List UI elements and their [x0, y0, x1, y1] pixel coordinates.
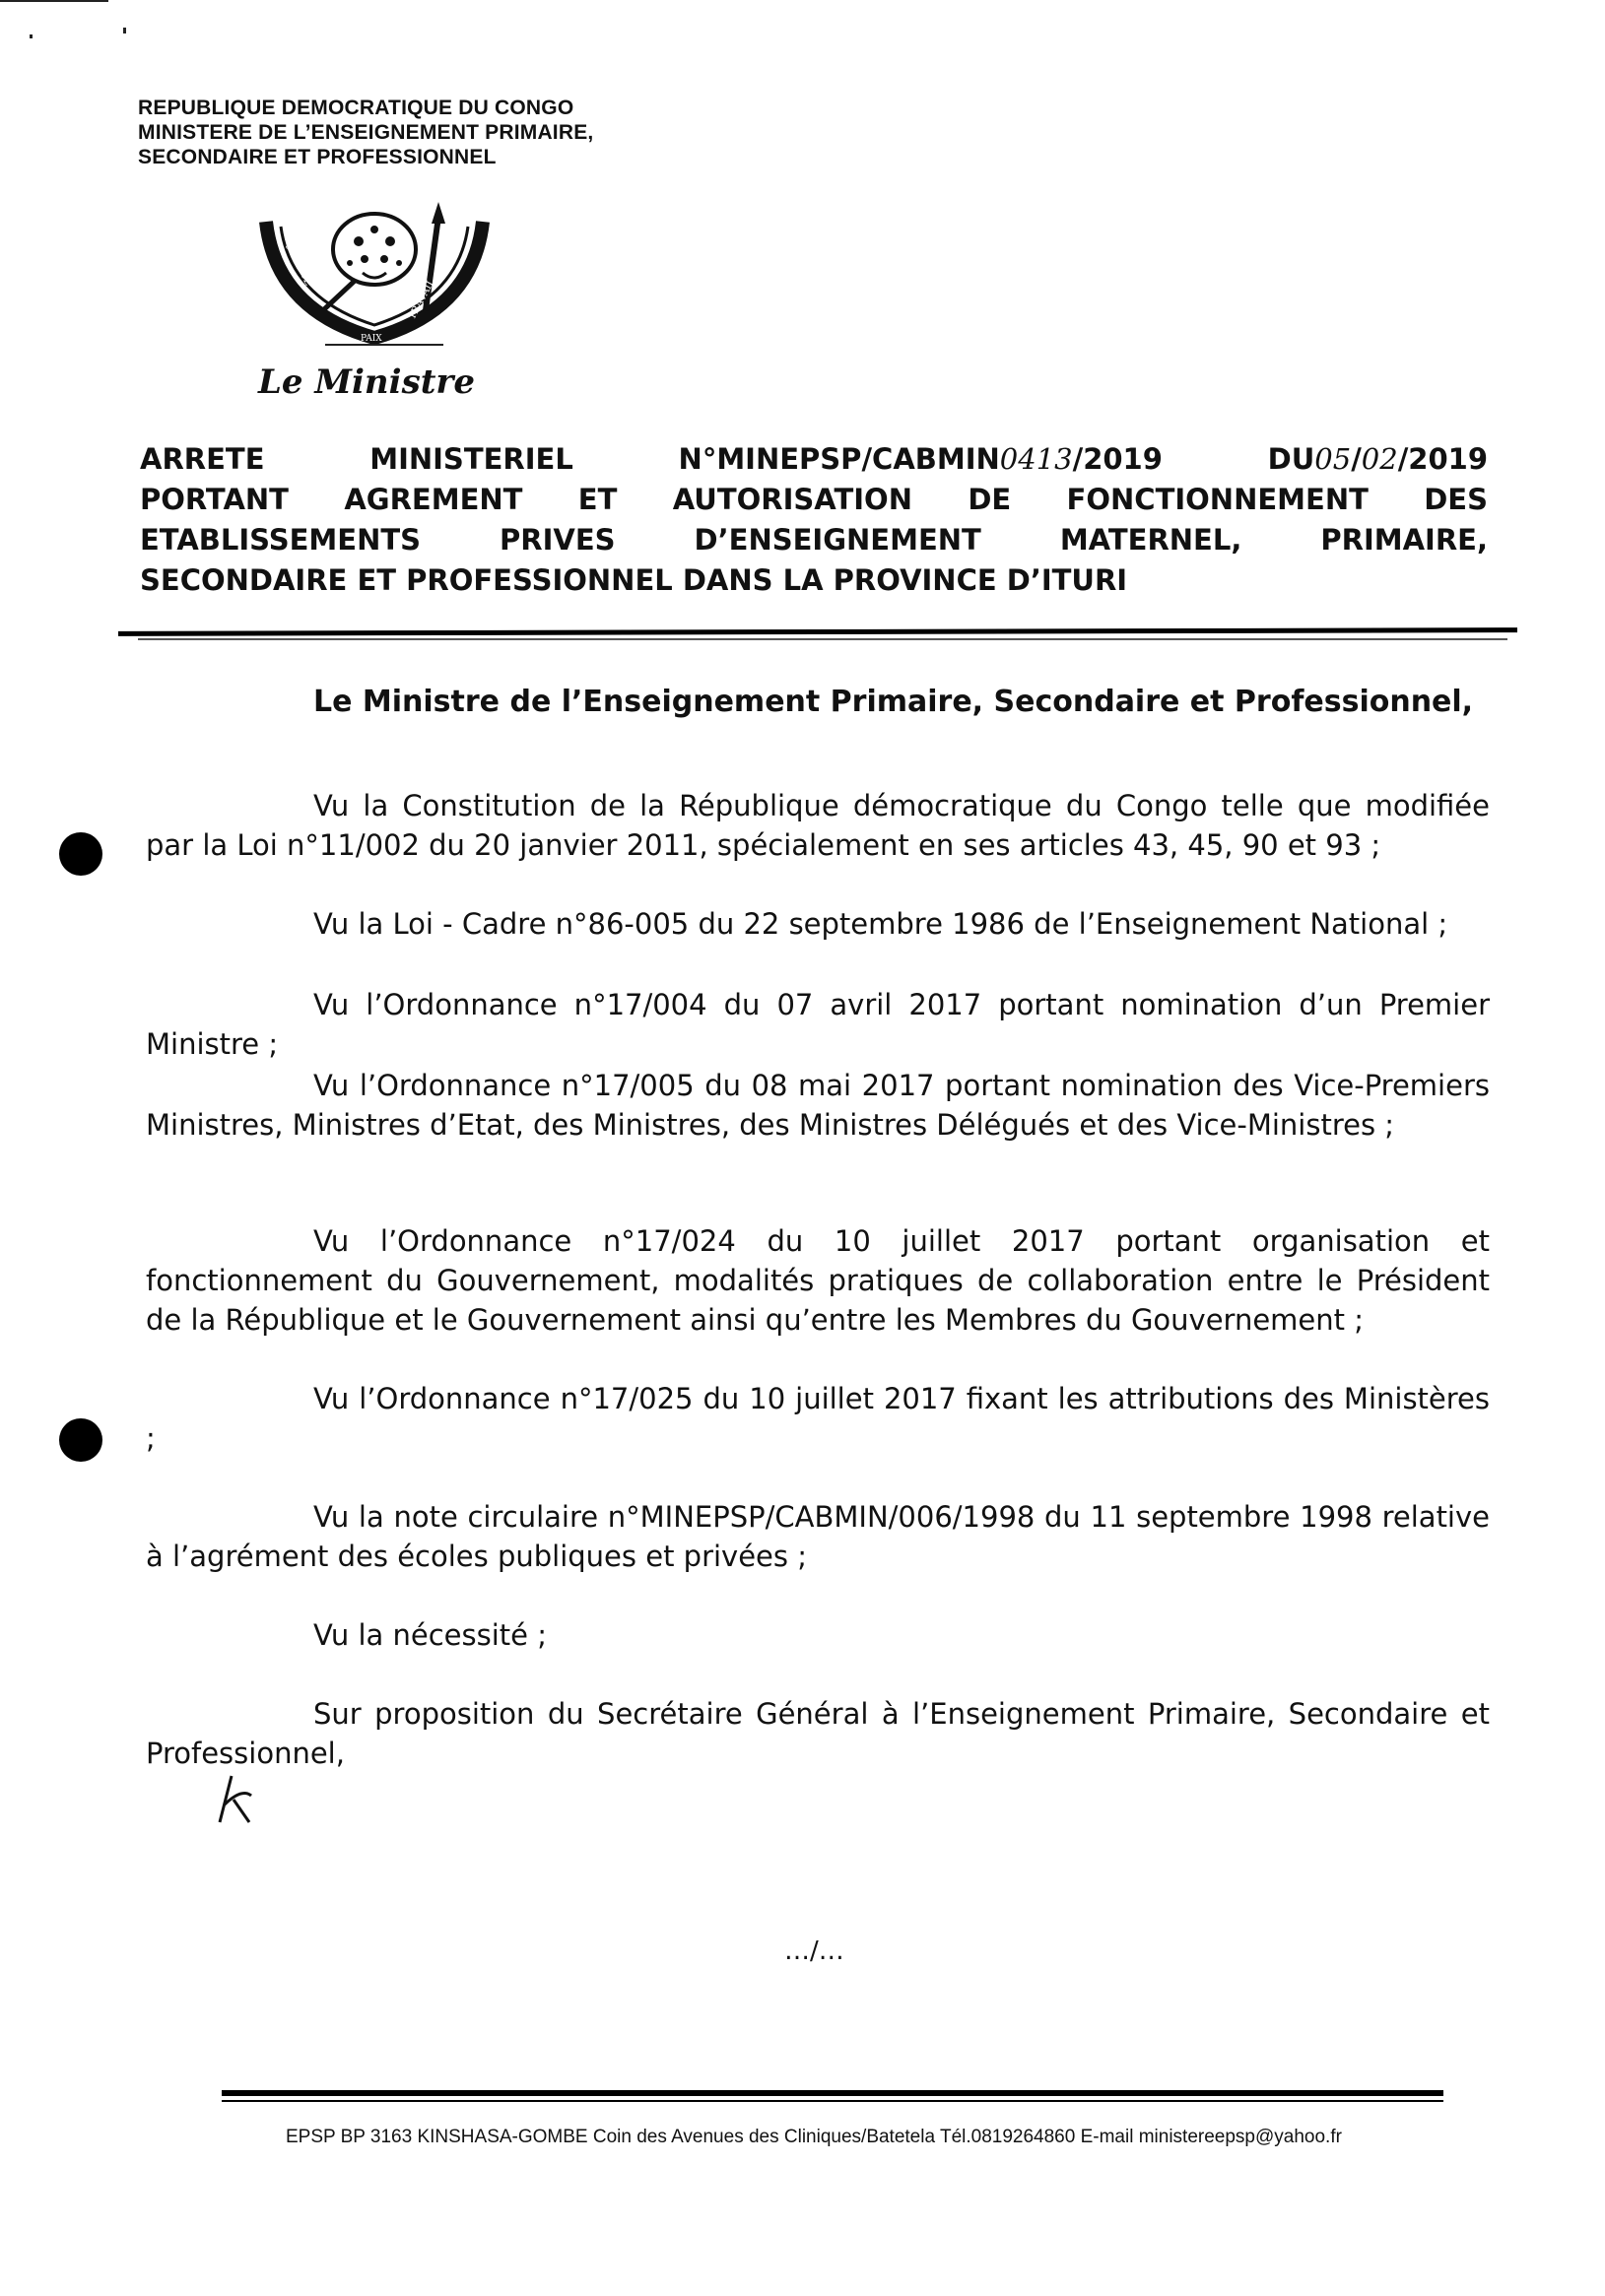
title-divider-shadow: [138, 638, 1507, 640]
decree-line-3: ETABLISSEMENTS PRIVES D’ENSEIGNEMENT MATERNEL, PRIMAIRE,: [140, 523, 1488, 557]
paragraph-constitution: [146, 786, 1490, 865]
paragraph-text: Vu l’Ordonnance n°17/005 du 08 mai 2017 portant nomination des Vice-Premiers Ministres, Ministres d’Etat, des Ministres, des Ministres Délégués et des Vice-Ministres ;: [146, 1069, 1490, 1142]
scan-artifact-line: [0, 0, 108, 2]
paragraph-proposition: [146, 1694, 1490, 1773]
motto-justice: JUSTICE: [285, 242, 314, 288]
scan-artifact-dot: [30, 34, 33, 38]
paragraph-ordonnance-004: [146, 985, 1490, 1064]
header-country: REPUBLIQUE DEMOCRATIQUE DU CONGO: [138, 97, 574, 119]
paragraph-text: Vu la note circulaire n°MINEPSP/CABMIN/006/1998 du 11 septembre 1998 relative à l’agrément des écoles publiques et privées ;: [146, 1500, 1490, 1573]
paragraph-ordonnance-025: [146, 1379, 1490, 1458]
decree-line-4: SECONDAIRE ET PROFESSIONNEL DANS LA PROVINCE D’ITURI: [140, 563, 1128, 597]
motto-paix: PAIX: [361, 334, 382, 344]
paragraph-ordonnance-024: [146, 1221, 1490, 1340]
decree-title: [140, 439, 1488, 601]
header-ministry-cont: SECONDAIRE ET PROFESSIONNEL: [138, 146, 497, 168]
decree-month-handwritten: 02: [1361, 442, 1398, 476]
footer-contact: EPSP BP 3163 KINSHASA-GOMBE Coin des Avenues des Cliniques/Batetela Tél.0819264860 E-mail ministereepsp@yahoo.fr: [286, 2127, 1342, 2147]
scan-artifact-dot: [123, 28, 126, 33]
decree-date-year: /2019: [1397, 442, 1488, 476]
punch-hole: [59, 1418, 102, 1462]
motto-travail: TRAVAIL: [406, 277, 437, 322]
title-divider: [118, 627, 1517, 636]
minister-label: Le Ministre: [258, 362, 475, 402]
paragraph-necessite: [146, 1615, 1490, 1655]
footer-rule-thin: [222, 2100, 1443, 2102]
decree-year: /2019: [1072, 442, 1163, 476]
paragraph-loi-cadre: [146, 904, 1490, 944]
decree-number-handwritten: 0413: [999, 442, 1073, 476]
paragraph-text: Vu l’Ordonnance n°17/024 du 10 juillet 2017 portant organisation et fonctionnement du Gouvernement, modalités pratiques de collaboration entre le Président de la République et le Gouvernement ainsi qu’entre les Membres du Gouvernement ;: [146, 1224, 1490, 1337]
decree-line-2: PORTANT AGREMENT ET AUTORISATION DE FONCTIONNEMENT DES: [140, 483, 1488, 516]
footer-rule-thick: [222, 2090, 1443, 2096]
paragraph-text: Vu la nécessité ;: [313, 1618, 547, 1652]
header-ministry: MINISTERE DE L’ENSEIGNEMENT PRIMAIRE,: [138, 121, 594, 144]
continued-marker: …/…: [784, 1936, 844, 1966]
emblem-underline: [325, 344, 443, 346]
paragraph-text: Vu l’Ordonnance n°17/025 du 10 juillet 2017 fixant les attributions des Ministères ;: [146, 1382, 1490, 1455]
coat-of-arms-emblem: [256, 202, 493, 350]
paragraph-text: Vu la Loi - Cadre n°86-005 du 22 septembre 1986 de l’Enseignement National ;: [313, 907, 1448, 941]
initials-mark: [212, 1768, 261, 1827]
paragraph-ordonnance-005: [146, 1066, 1490, 1145]
decree-line-1: ARRETE MINISTERIEL N°MINEPSP/CABMIN0413/2019 DU05/02/2019: [140, 442, 1488, 476]
decree-du: DU: [1267, 442, 1315, 476]
paragraph-text: Vu la Constitution de la République démocratique du Congo telle que modifiée par la Loi n°11/002 du 20 janvier 2011, spécialement en ses articles 43, 45, 90 et 93 ;: [146, 789, 1490, 862]
paragraph-note-circulaire: [146, 1497, 1490, 1576]
punch-hole: [59, 832, 102, 876]
decree-prefix: ARRETE MINISTERIEL N°MINEPSP/CABMIN: [140, 442, 1000, 476]
paragraph-text: Vu l’Ordonnance n°17/004 du 07 avril 2017 portant nomination d’un Premier Ministre ;: [146, 988, 1490, 1061]
minister-subheading: Le Ministre de l’Enseignement Primaire, Secondaire et Professionnel,: [313, 685, 1474, 719]
paragraph-text: Sur proposition du Secrétaire Général à l’Enseignement Primaire, Secondaire et Professionnel,: [146, 1697, 1490, 1770]
decree-day-handwritten: 05: [1314, 442, 1352, 476]
